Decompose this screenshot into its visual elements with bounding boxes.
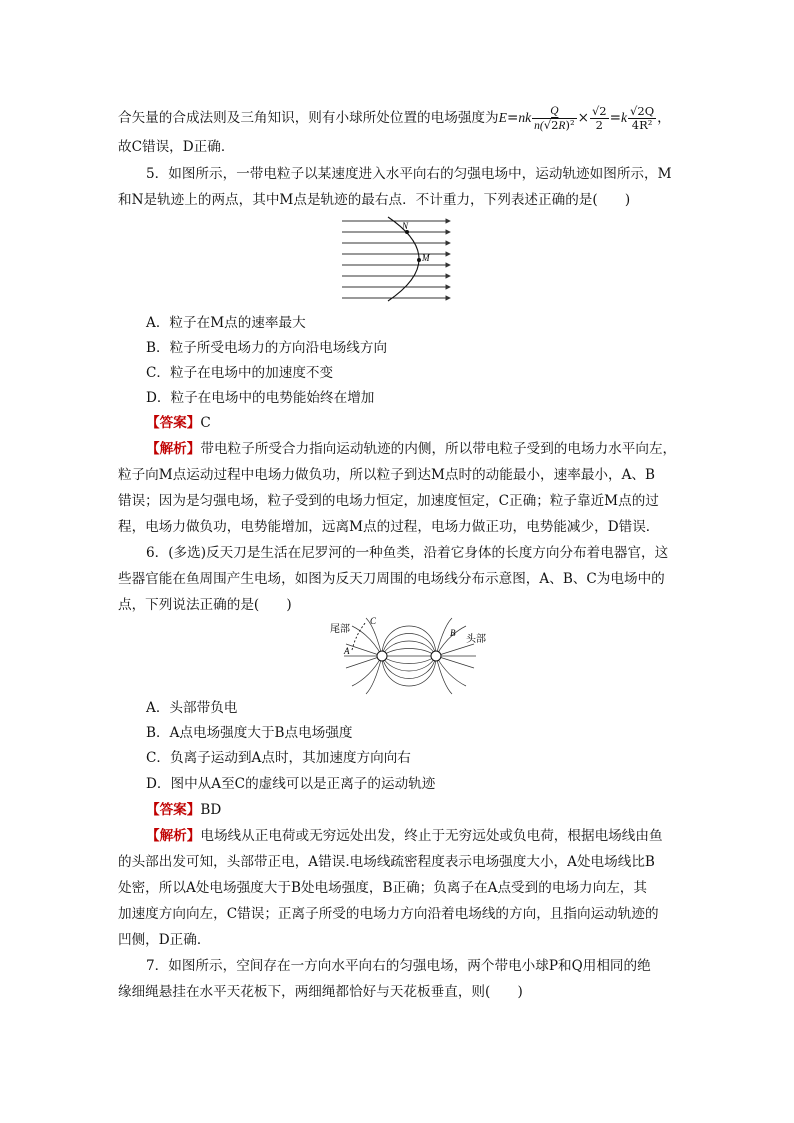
q5-figure-uniform-field: [340, 215, 456, 305]
q6-option-c: C．负离子运动到A点时，其加速度方向向右: [146, 750, 411, 766]
q7-stem-2: 缘细绳悬挂在水平天花板下，两细绳都恰好与天花板垂直，则( ): [118, 984, 523, 1000]
q6-option-b: B．A点电场强度大于B点电场强度: [146, 725, 353, 741]
label-head: 头部: [466, 634, 486, 645]
q5-answer: 【答案】C: [146, 415, 211, 431]
fraction-3: $\frac{√2Q}{\text{4R²}}$: [630, 104, 655, 132]
fraction-2: $\frac{√2}{2}$: [591, 104, 607, 132]
q5-analysis-4: 程，电场力做负功，电势能增加，远离M点的过程，电场力做正功，电势能减少，D错误．: [118, 519, 660, 535]
q7-stem-1: 7．如图所示，空间存在一方向水平向右的匀强电场，两个带电小球P和Q用相同的绝: [146, 958, 651, 974]
q5-stem-2: 和N是轨迹上的两点，其中M点是轨迹的最右点．不计重力，下列表述正确的是( ): [118, 192, 631, 208]
label-B: B: [450, 628, 456, 638]
label-N: N: [402, 221, 409, 231]
q6-option-a: A．头部带负电: [146, 700, 238, 716]
conclusion-line: 故C错误，D正确．: [118, 139, 235, 155]
q6-option-d: D．图中从A至C的虚线可以是正离子的运动轨迹: [146, 776, 436, 792]
tail-charge: [377, 651, 387, 661]
trajectory-a-to-c: [352, 622, 366, 650]
label-M: M: [422, 253, 430, 263]
label-C: C: [370, 616, 377, 626]
formula-line: 合矢量的合成法则及三角知识，则有小球所处位置的电场强度为E=nk $\frac{Q}{\text{n(√2R)²}}$ × $\frac{√2}{2}$ =k $\frac{√2Q}{\text{4R²}}$ ，: [118, 104, 671, 132]
q6-analysis-1: 【解析】电场线从正电荷或无穷远处出发，终止于无穷远处或负电荷，根据电场线由鱼: [146, 828, 663, 844]
q5-analysis-2: 粒子向M点运动过程中电场力做负功，所以粒子到达M点时的动能最小，速率最小，A、B: [118, 467, 656, 483]
q6-analysis-4: 加速度方向向左，C错误；正离子所受的电场力方向沿着电场线的方向，且指向运动轨迹的: [118, 906, 659, 922]
dipole-field-lines: [344, 618, 476, 694]
field-lines: [342, 221, 450, 298]
q6-analysis-5: 凹侧，D正确．: [118, 932, 211, 948]
label-A: A: [344, 646, 350, 656]
q5-stem-1: 5．如图所示，一带电粒子以某速度进入水平向右的匀强电场中，运动轨迹如图所示，M: [146, 166, 672, 182]
q5-analysis-3: 错误；因为是匀强电场，粒子受到的电场力恒定，加速度恒定，C正确；粒子靠近M点的过: [118, 493, 659, 509]
point-M: [417, 258, 421, 262]
fraction-1: $\frac{Q}{\text{n(√2R)²}}$: [534, 105, 575, 132]
q5-option-a: A．粒子在M点的速率最大: [146, 315, 306, 331]
q5-analysis-1: 【解析】带电粒子所受合力指向运动轨迹的内侧，所以带电粒子受到的电场力水平向左，: [146, 441, 677, 457]
q6-stem-3: 点，下列说法正确的是( ): [118, 597, 292, 613]
q6-figure-dipole-field: [326, 614, 496, 696]
q6-stem-2: 些器官能在鱼周围产生电场，如图为反天刀周围的电场线分布示意图，A、B、C为电场中的: [118, 571, 665, 587]
label-tail: 尾部: [330, 624, 350, 635]
head-charge: [431, 651, 441, 661]
q6-analysis-2: 的头部出发可知，头部带正电，A错误.电场线疏密程度表示电场强度大小，A处电场线比B: [118, 854, 655, 870]
q5-option-d: D．粒子在电场中的电势能始终在增加: [146, 390, 375, 406]
q5-option-b: B．粒子所受电场力的方向沿电场线方向: [146, 340, 388, 356]
q5-option-c: C．粒子在电场中的加速度不变: [146, 365, 334, 381]
q6-answer: 【答案】BD: [146, 802, 222, 818]
q6-analysis-3: 处密，所以A处电场强度大于B处电场强度，B正确；负离子在A点受到的电场力向左，其: [118, 880, 647, 896]
q6-stem-1: 6．(多选)反天刀是生活在尼罗河的一种鱼类，沿着它身体的长度方向分布着电器官，这: [146, 545, 669, 561]
